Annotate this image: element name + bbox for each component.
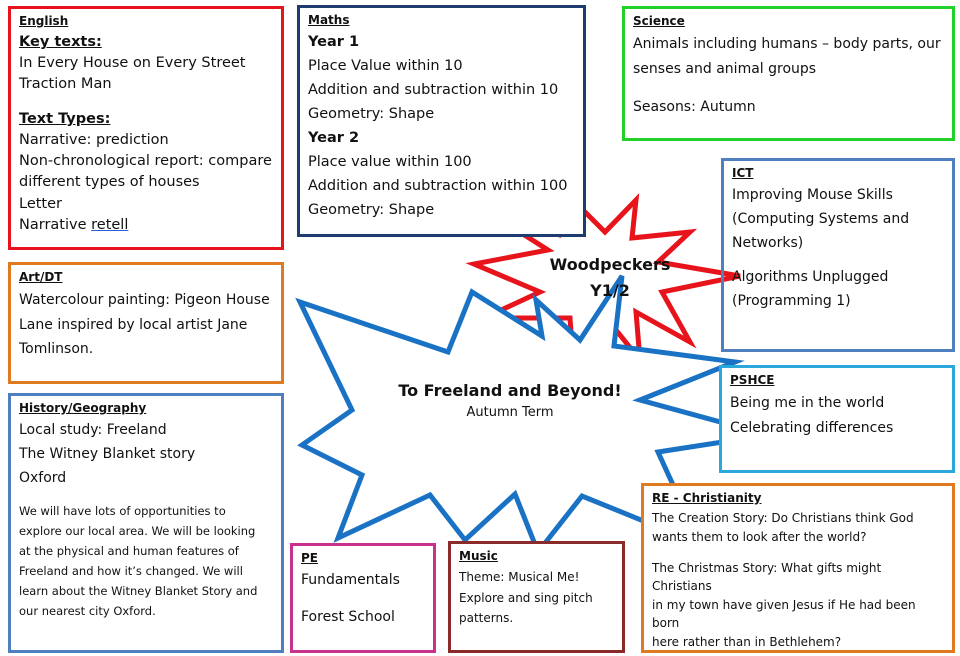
music-title: Music (459, 549, 498, 563)
text-type-item: Non-chronological report: compare (19, 153, 272, 170)
science-seasons: Seasons: Autumn (633, 99, 756, 116)
class-star-label (540, 252, 680, 303)
art-panel (8, 262, 284, 384)
pshce-line: Celebrating differences (730, 419, 894, 436)
re-line: The Creation Story: Do Christians think God (652, 511, 914, 526)
pshce-line: Being me in the world (730, 395, 885, 412)
history-title: History/Geography (19, 401, 147, 415)
history-paragraph-line: our nearest city Oxford. (19, 604, 156, 619)
topic-subtitle: Autumn Term (466, 405, 554, 420)
maths-item: Place Value within 10 (308, 58, 463, 75)
ict-panel (721, 158, 955, 352)
science-line: Animals including humans – body parts, our (633, 36, 941, 53)
text-type-item (19, 215, 273, 236)
ict-line: Networks) (732, 234, 804, 251)
pe-line: Forest School (301, 608, 395, 625)
ict-title: ICT (732, 166, 754, 180)
pe-line: Fundamentals (301, 572, 400, 589)
maths-item: Geometry: Shape (308, 201, 435, 218)
music-line: Theme: Musical Me! (459, 570, 580, 585)
history-paragraph-line: learn about the Witney Blanket Story and (19, 584, 258, 599)
art-line: Lane inspired by local artist Jane (19, 316, 248, 333)
maths-item: Addition and subtraction within 10 (308, 82, 559, 99)
pe-panel (290, 543, 436, 653)
history-paragraph-line: at the physical and human features of (19, 544, 239, 559)
music-panel (448, 541, 625, 653)
topic-star-label (390, 379, 630, 423)
history-line: The Witney Blanket story (19, 446, 196, 463)
pshce-panel (719, 365, 955, 473)
art-line: Watercolour painting: Pigeon House (19, 292, 270, 309)
ict-line: (Computing Systems and (732, 211, 910, 228)
art-line: Tomlinson. (19, 341, 94, 358)
ict-line: (Programming 1) (732, 292, 851, 309)
history-line: Oxford (19, 469, 67, 486)
key-text-item: In Every House on Every Street (19, 55, 246, 72)
music-line: Explore and sing pitch (459, 590, 593, 605)
text-type-item: Letter (19, 195, 62, 212)
re-line: here rather than in Bethlehem? (652, 634, 842, 649)
re-line: wants them to look after the world? (652, 529, 867, 544)
science-title: Science (633, 14, 685, 28)
art-title: Art/DT (19, 270, 63, 284)
history-line: Local study: Freeland (19, 422, 167, 439)
music-line: patterns. (459, 611, 514, 626)
topic-title: To Freeland and Beyond! (398, 381, 622, 400)
re-line: in my town have given Jesus if He had been born (652, 597, 916, 631)
science-panel (622, 6, 955, 141)
text-type-item: Narrative: prediction (19, 132, 169, 149)
maths-item: Addition and subtraction within 100 (308, 177, 568, 194)
maths-panel (297, 5, 586, 237)
history-panel (8, 393, 284, 653)
key-text-item: Traction Man (19, 76, 112, 93)
pshce-title: PSHCE (730, 373, 775, 387)
class-name: Woodpeckers (549, 255, 671, 274)
history-paragraph-line: We will have lots of opportunities to (19, 503, 226, 518)
text-type-prefix: Narrative (19, 216, 87, 233)
pe-title: PE (301, 551, 318, 565)
english-title: English (19, 14, 69, 28)
history-paragraph-line: explore our local area. We will be looking (19, 523, 256, 538)
maths-item: Place value within 100 (308, 154, 472, 170)
text-type-item: different types of houses (19, 174, 200, 191)
maths-item: Geometry: Shape (308, 106, 435, 123)
maths-title: Maths (308, 13, 350, 27)
re-panel (641, 483, 955, 653)
science-line: senses and animal groups (633, 60, 817, 77)
re-title: RE - Christianity (652, 491, 762, 505)
re-line: The Christmas Story: What gifts might Christians (652, 560, 882, 594)
ict-line: Improving Mouse Skills (732, 187, 893, 204)
text-types-label: Text Types: (19, 111, 111, 128)
class-year: Y1/2 (590, 280, 630, 300)
year2-label: Year 2 (308, 130, 360, 147)
english-panel (8, 6, 284, 250)
year1-label: Year 1 (308, 34, 360, 51)
text-type-word: retell (91, 216, 129, 233)
history-paragraph-line: Freeland and how it’s changed. We will (19, 564, 243, 579)
ict-line: Algorithms Unplugged (732, 268, 889, 285)
key-texts-label: Key texts: (19, 34, 102, 51)
